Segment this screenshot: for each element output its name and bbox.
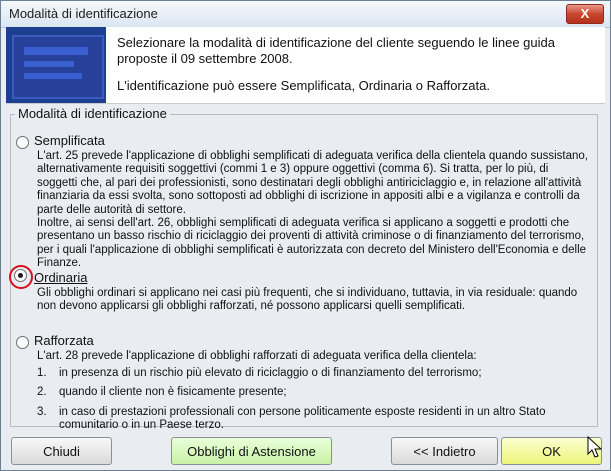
list-item: 3. in caso di prestazioni professionali con persone politicamente esposte residenti in un altro Stato comunitario o in un Paese terzo. — [37, 405, 546, 432]
option-rafforzata-label[interactable]: Rafforzata — [34, 333, 94, 348]
ok-button[interactable]: OK — [501, 437, 602, 465]
group-legend: Modalità di identificazione — [15, 106, 170, 121]
rafforzata-list — [37, 367, 579, 439]
close-button[interactable]: Chiudi — [11, 437, 112, 465]
title-bar — [1, 1, 610, 28]
option-ordinaria-description: Gli obblighi ordinari si applicano nei casi più frequenti, che si individuano, tuttavia, in via residuale: quando non devono applicarsi gli obblighi rafforzati, né possono applicarsi quelli semplificati. — [37, 287, 578, 313]
radio-rafforzata[interactable] — [16, 336, 29, 349]
header-note: L'identificazione può essere Semplificata, Ordinaria o Rafforzata. — [117, 78, 490, 93]
radio-selected-dot-icon — [18, 273, 23, 278]
mouse-cursor-icon — [586, 435, 606, 459]
abstention-obligations-button[interactable]: Obblighi di Astensione — [171, 437, 332, 465]
option-semplificata-label[interactable]: Semplificata — [34, 133, 105, 148]
option-ordinaria-label[interactable]: Ordinaria — [34, 270, 88, 285]
back-button[interactable]: << Indietro — [391, 437, 498, 465]
list-item: 1. in presenza di un rischio più elevato di riciclaggio o di finanziamento del terrorismo; — [37, 367, 482, 379]
app-logo-icon — [6, 27, 106, 103]
radio-semplificata[interactable] — [16, 136, 29, 149]
list-item: 2. quando il cliente non è fisicamente presente; — [37, 386, 287, 399]
header-instructions: Selezionare la modalità di identificazione del cliente seguendo le linee guida proposte il 09 settembre 2008. — [117, 35, 555, 66]
header-panel — [6, 27, 605, 104]
option-rafforzata-description: L'art. 28 prevede l'applicazione di obblighi rafforzati di adeguata verifica della clientela: — [37, 350, 477, 362]
option-semplificata-description: L'art. 25 prevede l'applicazione di obblighi semplificati di adeguata verifica della clientela quando sussistano, alternativamente requisiti soggettivi (commi 1 e 3) oppure oggettivi (comma 6). Si tratta, per lo più, di soggetti che, al pari dei professionisti, sono destinatari degli obblighi antiriciclaggio e, in relazione all'attività finanziaria da essi svolta, sono sottoposti ad obblighi di iscrizione in appositi albi e a vigilanza e controlli da parte delle autorità di settore. Inoltre, ai sensi dell'art. 26, obblighi semplificati di adeguata verifica si applicano a soggetti e prodotti che presentano un basso rischio di riciclaggio dei proventi di attività criminose o di finanziamento del terrorismo, per i quali l'applicazione di obblighi semplificati è autorizzata con decreto del Ministero dell'Economia e delle Finanze. — [37, 150, 588, 270]
radio-ordinaria[interactable] — [14, 269, 27, 282]
close-window-button[interactable]: X — [566, 4, 604, 24]
window-title: Modalità di identificazione — [9, 6, 158, 21]
